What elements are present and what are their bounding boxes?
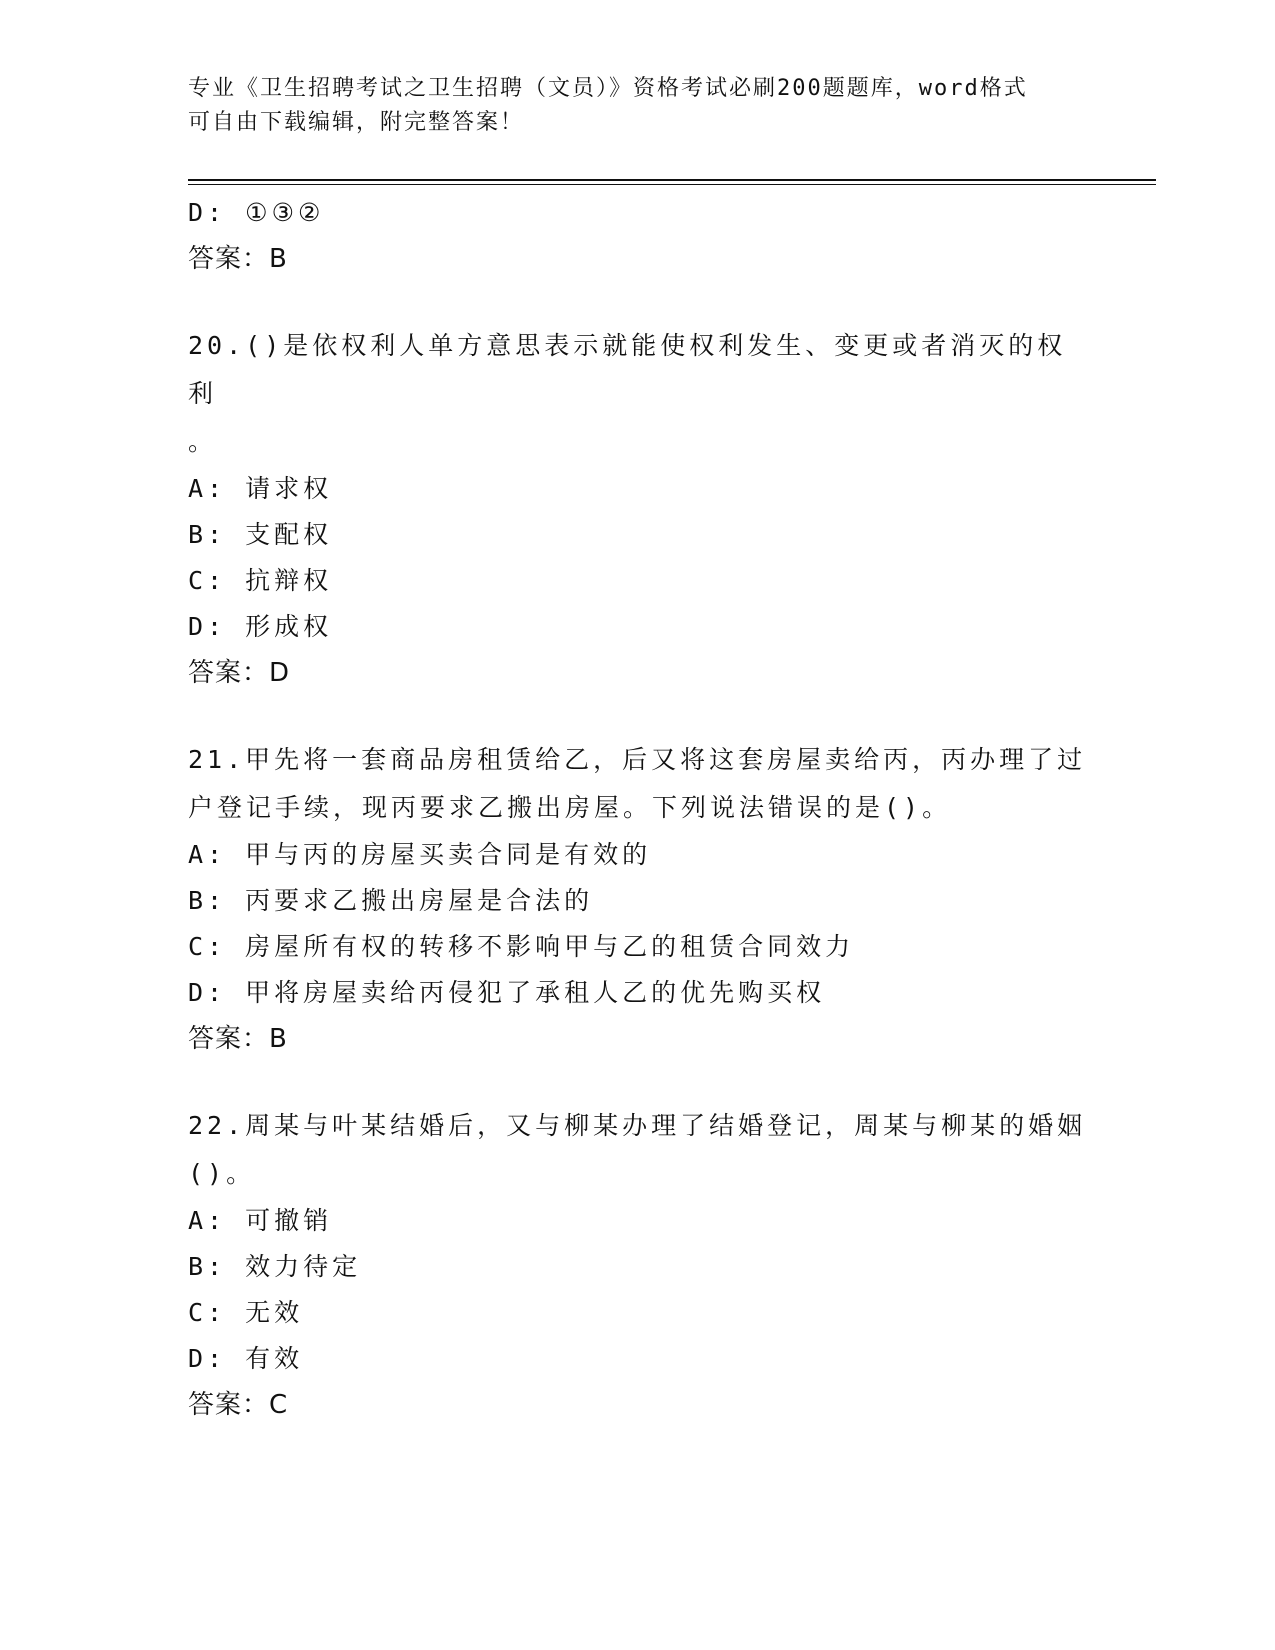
option-c: C: 房屋所有权的转移不影响甲与乙的租赁合同效力 bbox=[188, 932, 855, 961]
option-b: B: 支配权 bbox=[188, 520, 333, 549]
option-d: D: 有效 bbox=[188, 1344, 304, 1373]
header-line-2: 可自由下载编辑，附完整答案！ bbox=[188, 110, 525, 135]
question-stem-line-1: 22.周某与叶某结婚后，又与柳某办理了结婚登记，周某与柳某的婚姻 bbox=[188, 1111, 1087, 1140]
option-c: C: 抗辩权 bbox=[188, 566, 333, 595]
document-header bbox=[188, 72, 1068, 140]
answer-line: 答案：B bbox=[188, 1024, 288, 1054]
carryover-question bbox=[188, 190, 1088, 282]
answer-line: 答案：B bbox=[188, 244, 288, 274]
question-stem-line-2: 。 bbox=[188, 427, 218, 456]
answer-line: 答案：C bbox=[188, 1390, 289, 1420]
option-b: B: 效力待定 bbox=[188, 1252, 362, 1281]
option-b: B: 丙要求乙搬出房屋是合法的 bbox=[188, 886, 594, 915]
question-21 bbox=[188, 736, 1088, 1062]
header-divider-thick bbox=[188, 179, 1156, 181]
question-22 bbox=[188, 1102, 1088, 1428]
header-divider-thin bbox=[188, 184, 1156, 185]
option-d: D: 甲将房屋卖给丙侵犯了承租人乙的优先购买权 bbox=[188, 978, 826, 1007]
question-stem-line-1: 21.甲先将一套商品房租赁给乙，后又将这套房屋卖给丙，丙办理了过 bbox=[188, 745, 1087, 774]
question-20 bbox=[188, 322, 1088, 696]
question-stem-line-1: 20.()是依权利人单方意思表示就能使权利发生、变更或者消灭的权利 bbox=[188, 331, 1067, 408]
header-line-1: 专业《卫生招聘考试之卫生招聘（文员）》资格考试必刷200题题库，word格式 bbox=[188, 76, 1028, 101]
option-a: A: 可撤销 bbox=[188, 1206, 333, 1235]
option-c: C: 无效 bbox=[188, 1298, 304, 1327]
option-d: D: ①③② bbox=[188, 198, 325, 227]
option-a: A: 请求权 bbox=[188, 474, 333, 503]
question-list bbox=[188, 190, 1088, 1468]
question-stem-line-2: 户登记手续，现丙要求乙搬出房屋。下列说法错误的是()。 bbox=[188, 793, 952, 822]
option-d: D: 形成权 bbox=[188, 612, 333, 641]
answer-line: 答案：D bbox=[188, 658, 291, 688]
option-a: A: 甲与丙的房屋买卖合同是有效的 bbox=[188, 840, 652, 869]
question-stem-line-2: ()。 bbox=[188, 1159, 256, 1188]
